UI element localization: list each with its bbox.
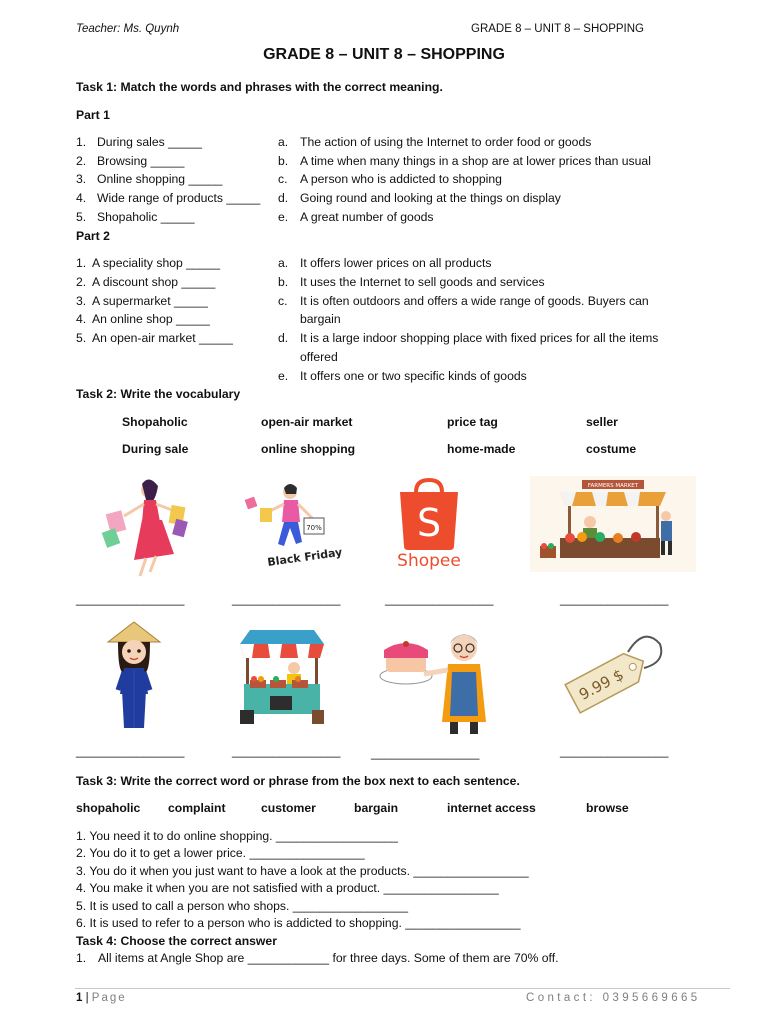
- part1-item: Wide range of products _____: [97, 191, 261, 205]
- part2-item: An online shop _____: [92, 312, 210, 326]
- vocab-word: online shopping: [261, 442, 356, 456]
- part2-item-num: 4.: [76, 312, 87, 326]
- task4-item-num: 1.: [76, 951, 87, 965]
- meaning-text-continued: offered: [300, 350, 338, 364]
- vocab-word: price tag: [447, 415, 498, 429]
- task3-heading: Task 3: Write the correct word or phrase from the box next to each sentence.: [76, 774, 520, 788]
- part2-item: A supermarket _____: [92, 294, 208, 308]
- page-number: 1: [76, 992, 83, 1004]
- meaning-text: It offers lower prices on all products: [300, 256, 492, 270]
- part1-item-num: 2.: [76, 154, 87, 168]
- footer-contact: Contact: 0395669665: [526, 992, 701, 1004]
- part1-item-num: 1.: [76, 135, 87, 149]
- discount-label: 70%: [306, 524, 322, 532]
- answer-blank[interactable]: ________________: [76, 592, 185, 606]
- task4-heading: Task 4: Choose the correct answer: [76, 934, 277, 948]
- vocab-word: seller: [586, 415, 618, 429]
- shopee-label: Shopee: [397, 551, 461, 571]
- meaning-letter: a.: [278, 256, 289, 270]
- meaning-letter: d.: [278, 191, 289, 205]
- vocab-word: Shopaholic: [122, 415, 188, 429]
- box-word: customer: [261, 801, 316, 815]
- shopee-logo-picture: [392, 478, 466, 572]
- price-tag-value: 9.99 $: [576, 665, 627, 704]
- part2-item-num: 3.: [76, 294, 87, 308]
- svg-text:S: S: [416, 501, 442, 545]
- part2-item-num: 1.: [76, 256, 87, 270]
- header-teacher: Teacher: Ms. Quynh: [76, 23, 180, 35]
- farmers-market-sign: FARMERS MARKET: [587, 483, 639, 489]
- meaning-letter: b.: [278, 275, 289, 289]
- meaning-text: It is a large indoor shopping place with fixed prices for all the items: [300, 331, 659, 345]
- answer-blank[interactable]: ________________: [385, 592, 494, 606]
- footer-page: [76, 992, 127, 1004]
- part2-item: An open-air market _____: [92, 331, 233, 345]
- sentence: 6. It is used to refer to a person who is addicted to shopping. _________________: [76, 916, 521, 930]
- part1-item: Shopaholic _____: [97, 210, 195, 224]
- price-tag-picture: [548, 622, 668, 718]
- meaning-text-continued: bargain: [300, 312, 341, 326]
- sentence: 5. It is used to call a person who shops. _________________: [76, 899, 409, 913]
- meaning-text: It is often outdoors and offers a wide range of goods. Buyers can: [300, 294, 649, 308]
- part1-item: Online shopping _____: [97, 172, 223, 186]
- meaning-letter: e.: [278, 210, 289, 224]
- meaning-text: It offers one or two specific kinds of goods: [300, 369, 527, 383]
- box-word: complaint: [168, 801, 226, 815]
- part1-label: Part 1: [76, 108, 110, 122]
- answer-blank[interactable]: ________________: [371, 746, 480, 760]
- vocab-word: During sale: [122, 442, 189, 456]
- answer-blank[interactable]: ________________: [76, 744, 185, 758]
- page-separator: |: [82, 992, 92, 1004]
- box-word: bargain: [354, 801, 399, 815]
- part1-item: Browsing _____: [97, 154, 185, 168]
- box-word: shopaholic: [76, 801, 141, 815]
- task1-heading: Task 1: Match the words and phrases with the correct meaning.: [76, 80, 443, 94]
- farmers-market-picture: [530, 476, 696, 572]
- meaning-text: A person who is addicted to shopping: [300, 172, 502, 186]
- part1-item: During sales _____: [97, 135, 203, 149]
- sentence: 3. You do it when you just want to have a look at the products. _________________: [76, 864, 529, 878]
- meaning-text: Going round and looking at the things on display: [300, 191, 561, 205]
- task2-heading: Task 2: Write the vocabulary: [76, 387, 241, 401]
- answer-blank[interactable]: ________________: [560, 592, 669, 606]
- sentence: 2. You do it to get a lower price. _________________: [76, 846, 365, 860]
- sentence: 1. You need it to do online shopping. __________________: [76, 829, 398, 843]
- part2-label: Part 2: [76, 229, 110, 243]
- task4-item: All items at Angle Shop are ____________ for three days. Some of them are 70% off.: [98, 951, 559, 965]
- meaning-text: A time when many things in a shop are at lower prices than usual: [300, 154, 651, 168]
- part2-item: A speciality shop _____: [92, 256, 221, 270]
- part2-item: A discount shop _____: [92, 275, 216, 289]
- meaning-letter: c.: [278, 172, 288, 186]
- vocab-word: open-air market: [261, 415, 353, 429]
- vocab-word: home-made: [447, 442, 516, 456]
- sentence: 4. You make it when you are not satisfied with a product. _________________: [76, 881, 499, 895]
- market-stall-seller-picture: [236, 624, 328, 728]
- meaning-text: A great number of goods: [300, 210, 434, 224]
- girl-in-ao-dai-picture: [104, 620, 164, 732]
- meaning-letter: d.: [278, 331, 289, 345]
- page-word: Page: [91, 992, 127, 1004]
- part1-item-num: 5.: [76, 210, 87, 224]
- box-word: browse: [586, 801, 629, 815]
- black-friday-label: Black Friday: [266, 545, 344, 569]
- part1-item-num: 3.: [76, 172, 87, 186]
- meaning-text: It uses the Internet to sell goods and services: [300, 275, 545, 289]
- meaning-letter: c.: [278, 294, 288, 308]
- meaning-letter: b.: [278, 154, 289, 168]
- black-friday-shopper-picture: [240, 478, 344, 578]
- page-title: GRADE 8 – UNIT 8 – SHOPPING: [263, 46, 505, 63]
- vocab-word: costume: [586, 442, 637, 456]
- footer-divider: [75, 988, 730, 989]
- header-unit: GRADE 8 – UNIT 8 – SHOPPING: [471, 23, 644, 35]
- meaning-letter: e.: [278, 369, 289, 383]
- answer-blank[interactable]: ________________: [232, 592, 341, 606]
- meaning-letter: a.: [278, 135, 289, 149]
- grandma-with-cake-picture: [378, 626, 496, 738]
- part2-item-num: 2.: [76, 275, 87, 289]
- box-word: internet access: [447, 801, 536, 815]
- meaning-text: The action of using the Internet to order food or goods: [300, 135, 592, 149]
- part1-item-num: 4.: [76, 191, 87, 205]
- answer-blank[interactable]: ________________: [560, 744, 669, 758]
- part2-item-num: 5.: [76, 331, 87, 345]
- answer-blank[interactable]: ________________: [232, 744, 341, 758]
- woman-shopping-bags-picture: [94, 476, 194, 580]
